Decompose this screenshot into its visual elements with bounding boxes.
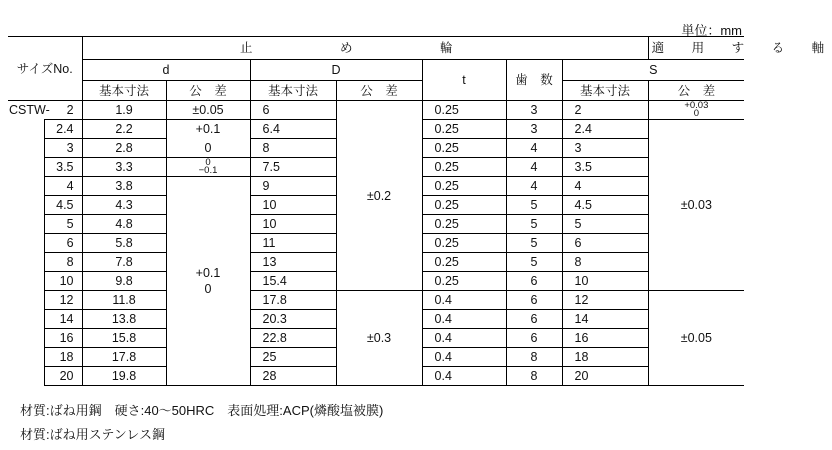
D-cell: 6.4	[250, 120, 336, 139]
teeth-cell: 4	[506, 177, 562, 196]
S-cell: 14	[562, 310, 648, 329]
d-cell: 5.8	[82, 234, 166, 253]
D-tol-group-1: ±0.2	[336, 101, 422, 291]
S-cell: 5	[562, 215, 648, 234]
D-cell: 22.8	[250, 329, 336, 348]
d-tol-lower: −0.1	[198, 165, 218, 177]
t-cell: 0.25	[422, 215, 506, 234]
D-cell: 20.3	[250, 310, 336, 329]
teeth-cell: 5	[506, 234, 562, 253]
t-cell: 0.25	[422, 234, 506, 253]
D-cell: 7.5	[250, 158, 336, 177]
size-cell: 10	[44, 272, 82, 291]
d-tol-cell: 0	[166, 139, 250, 158]
d-tol-upper: 0	[205, 157, 211, 169]
D-cell: 13	[250, 253, 336, 272]
D-cell: 10	[250, 196, 336, 215]
teeth-cell: 6	[506, 310, 562, 329]
size-cell: 3	[44, 139, 82, 158]
t-cell: 0.25	[422, 196, 506, 215]
D-cell: 28	[250, 367, 336, 386]
spec-table	[8, 36, 832, 386]
teeth-cell: 8	[506, 367, 562, 386]
d-cell: 7.8	[82, 253, 166, 272]
teeth-cell: 5	[506, 196, 562, 215]
d-cell: 2.2	[82, 120, 166, 139]
d-cell: 2.8	[82, 139, 166, 158]
D-cell: 6	[250, 101, 336, 120]
d-tol-cell: ±0.05	[166, 101, 250, 120]
t-cell: 0.25	[422, 253, 506, 272]
ring-header: 止 め 輪	[82, 37, 648, 60]
d-cell: 3.8	[82, 177, 166, 196]
size-cell: 16	[44, 329, 82, 348]
size-cell: 14	[44, 310, 82, 329]
teeth-cell: 6	[506, 329, 562, 348]
D-base-header: 基本寸法	[250, 81, 336, 101]
d-tol-group-line1: +0.1	[195, 266, 221, 280]
teeth-cell: 5	[506, 253, 562, 272]
material-note-1: 材質:ばね用鋼 硬さ:40～50HRC 表面処理:ACP(燐酸塩被膜)	[20, 403, 384, 418]
teeth-cell: 3	[506, 101, 562, 120]
D-cell: 25	[250, 348, 336, 367]
d-tol-cell-stacked	[166, 158, 250, 177]
D-cell: 11	[250, 234, 336, 253]
size-prefix: CSTW-	[8, 101, 44, 120]
t-header: t	[422, 60, 506, 101]
size-no-header: サイズNo.	[8, 37, 82, 101]
t-cell: 0.25	[422, 120, 506, 139]
applicable-shaft-header: 適 用 す る 軸	[648, 37, 744, 60]
t-cell: 0.25	[422, 272, 506, 291]
S-cell: 4.5	[562, 196, 648, 215]
S-cell: 3	[562, 139, 648, 158]
S-cell: 4	[562, 177, 648, 196]
teeth-cell: 4	[506, 158, 562, 177]
S-cell: 20	[562, 367, 648, 386]
D-cell: 9	[250, 177, 336, 196]
D-header: D	[250, 60, 422, 81]
teeth-cell: 8	[506, 348, 562, 367]
t-cell: 0.25	[422, 158, 506, 177]
d-tol-header: 公 差	[166, 81, 250, 101]
t-cell: 0.25	[422, 139, 506, 158]
S-cell: 2.4	[562, 120, 648, 139]
size-cell: 8	[44, 253, 82, 272]
S-cell: 18	[562, 348, 648, 367]
S-cell: 12	[562, 291, 648, 310]
D-tol-group-2: ±0.3	[336, 291, 422, 386]
d-tol-group-line2: 0	[204, 282, 212, 296]
d-cell: 11.8	[82, 291, 166, 310]
teeth-cell: 5	[506, 215, 562, 234]
teeth-cell: 6	[506, 272, 562, 291]
d-cell: 1.9	[82, 101, 166, 120]
teeth-cell: 4	[506, 139, 562, 158]
d-cell: 9.8	[82, 272, 166, 291]
t-cell: 0.25	[422, 177, 506, 196]
S-tol-group-1: ±0.03	[648, 120, 744, 291]
size-cell: 2.4	[44, 120, 82, 139]
d-tol-group	[166, 177, 250, 386]
size-cell: 2	[44, 101, 82, 120]
teeth-cell: 6	[506, 291, 562, 310]
S-cell: 16	[562, 329, 648, 348]
material-note-2: 材質:ばね用ステンレス鋼	[20, 427, 165, 442]
size-cell: 5	[44, 215, 82, 234]
S-header: S	[562, 60, 744, 81]
t-cell: 0.4	[422, 367, 506, 386]
size-cell: 4	[44, 177, 82, 196]
unit-label: 単位：mm	[681, 23, 742, 38]
size-cell: 4.5	[44, 196, 82, 215]
D-cell: 10	[250, 215, 336, 234]
S-tol-lower: 0	[693, 108, 699, 120]
S-cell: 2	[562, 101, 648, 120]
teeth-cell: 3	[506, 120, 562, 139]
d-cell: 4.8	[82, 215, 166, 234]
size-cell: 3.5	[44, 158, 82, 177]
S-cell: 6	[562, 234, 648, 253]
teeth-header: 歯 数	[506, 60, 562, 101]
D-cell: 8	[250, 139, 336, 158]
t-cell: 0.4	[422, 291, 506, 310]
size-cell: 20	[44, 367, 82, 386]
t-cell: 0.4	[422, 310, 506, 329]
D-tol-header: 公 差	[336, 81, 422, 101]
size-cell: 18	[44, 348, 82, 367]
t-cell: 0.4	[422, 329, 506, 348]
S-base-header: 基本寸法	[562, 81, 648, 101]
t-cell: 0.25	[422, 101, 506, 120]
S-cell: 8	[562, 253, 648, 272]
size-cell: 12	[44, 291, 82, 310]
d-cell: 3.3	[82, 158, 166, 177]
d-cell: 4.3	[82, 196, 166, 215]
D-cell: 15.4	[250, 272, 336, 291]
S-tol-cell-first	[648, 101, 744, 120]
t-cell: 0.4	[422, 348, 506, 367]
size-cell: 6	[44, 234, 82, 253]
d-cell: 19.8	[82, 367, 166, 386]
d-cell: 17.8	[82, 348, 166, 367]
S-tol-upper: +0.03	[684, 100, 709, 112]
S-cell: 3.5	[562, 158, 648, 177]
S-cell: 10	[562, 272, 648, 291]
D-cell: 17.8	[250, 291, 336, 310]
d-cell: 15.8	[82, 329, 166, 348]
S-tol-header: 公 差	[677, 83, 716, 98]
d-base-header: 基本寸法	[82, 81, 166, 101]
d-cell: 13.8	[82, 310, 166, 329]
S-tol-group-2: ±0.05	[648, 291, 744, 386]
d-tol-cell: +0.1	[166, 120, 250, 139]
d-header: d	[82, 60, 250, 81]
